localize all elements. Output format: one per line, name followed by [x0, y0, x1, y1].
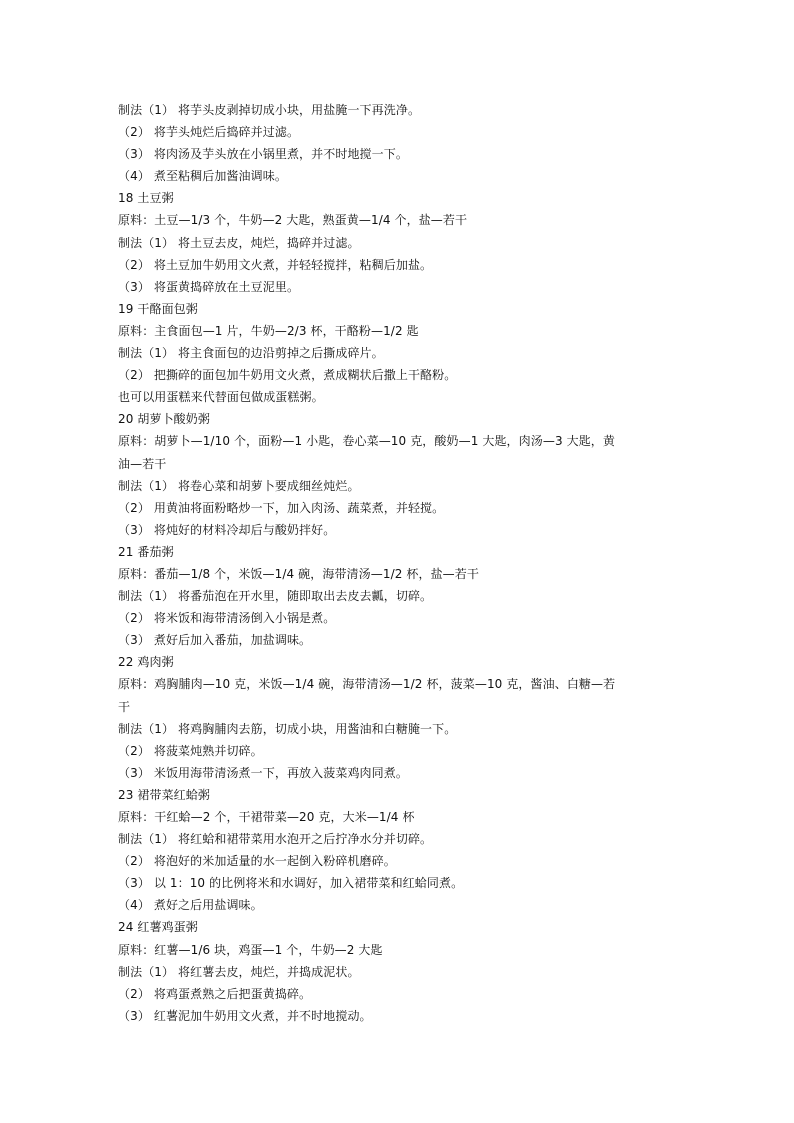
text-line: （3） 米饭用海带清汤煮一下，再放入菠菜鸡肉同煮。	[118, 765, 408, 780]
text-line: 20 胡萝卜酸奶粥	[118, 412, 210, 427]
text-line: 油—若干	[118, 456, 167, 471]
text-line: 也可以用蛋糕来代替面包做成蛋糕粥。	[118, 390, 324, 405]
text-line: 干	[118, 699, 131, 714]
text-line: 原料：红薯—1/6 块，鸡蛋—1 个，牛奶—2 大匙	[118, 942, 383, 957]
text-line: （2） 把撕碎的面包加牛奶用文火煮，煮成糊状后撒上干酪粉。	[118, 368, 457, 383]
text-line: （3） 将蛋黄捣碎放在土豆泥里。	[118, 279, 300, 294]
text-line: （3） 将肉汤及芋头放在小锅里煮，并不时地搅一下。	[118, 147, 408, 162]
text-line: 制法（1） 将番茄泡在开水里，随即取出去皮去瓤，切碎。	[118, 589, 433, 604]
text-line: 制法（1） 将主食面包的边沿剪掉之后撕成碎片。	[118, 346, 384, 361]
text-line: （2） 将菠菜炖熟并切碎。	[118, 743, 263, 758]
text-line: （4） 煮好之后用盐调味。	[118, 898, 263, 913]
text-line: 19 干酪面包粥	[118, 301, 198, 316]
text-line: 23 裙带菜红蛤粥	[118, 787, 210, 802]
text-line: 制法（1） 将红薯去皮，炖烂，并捣成泥状。	[118, 964, 360, 979]
text-line: （2） 将米饭和海带清汤倒入小锅是煮。	[118, 611, 336, 626]
text-line: 原料：干红蛤—2 个，干裙带菜—20 克，大米—1/4 杯	[118, 810, 415, 824]
text-line: （3） 以 1：10 的比例将米和水调好，加入裙带菜和红蛤同煮。	[118, 876, 464, 891]
text-line: 原料：胡萝卜—1/10 个，面粉—1 小匙，卷心菜—10 克，酸奶—1 大匙，肉汤—3 大匙，黄	[118, 434, 615, 449]
text-line: 制法（1） 将红蛤和裙带菜用水泡开之后拧净水分并切碎。	[118, 832, 433, 847]
text-line: 制法（1） 将土豆去皮，炖烂，捣碎并过滤。	[118, 235, 360, 250]
text-line: （3） 煮好后加入番茄，加盐调味。	[118, 633, 312, 648]
text-line: 21 番茄粥	[118, 544, 174, 559]
text-line: 原料：土豆—1/3 个，牛奶—2 大匙，熟蛋黄—1/4 个，盐—若干	[118, 213, 468, 228]
text-line: （3） 红薯泥加牛奶用文火煮，并不时地搅动。	[118, 1008, 372, 1023]
text-line: 24 红薯鸡蛋粥	[118, 920, 198, 935]
text-line: 18 土豆粥	[118, 191, 174, 206]
text-line: （2） 将芋头炖烂后捣碎并过滤。	[118, 125, 300, 140]
text-line: 原料：主食面包—1 片，牛奶—2/3 杯，干酪粉—1/2 匙	[118, 323, 419, 338]
document-page	[118, 99, 688, 1027]
text-line: （2） 将土豆加牛奶用文火煮，并轻轻搅拌，粘稠后加盐。	[118, 257, 433, 272]
text-line: （4） 煮至粘稠后加酱油调味。	[118, 169, 287, 184]
text-line: （2） 将泡好的米加适量的水一起倒入粉碎机磨碎。	[118, 854, 396, 869]
text-line: 制法（1） 将芋头皮剥掉切成小块，用盐腌一下再洗净。	[118, 103, 421, 117]
text-line: （2） 用黄油将面粉略炒一下，加入肉汤、蔬菜煮，并轻搅。	[118, 500, 445, 515]
text-line: （3） 将炖好的材料冷却后与酸奶拌好。	[118, 522, 336, 537]
text-line: 制法（1） 将卷心菜和胡萝卜要成细丝炖烂。	[118, 478, 360, 493]
text-line: 22 鸡肉粥	[118, 655, 174, 670]
text-line: （2） 将鸡蛋煮熟之后把蛋黄捣碎。	[118, 986, 312, 1001]
text-line: 制法（1） 将鸡胸脯肉去筋，切成小块，用酱油和白糖腌一下。	[118, 721, 457, 736]
text-line: 原料：鸡胸脯肉—10 克，米饭—1/4 碗，海带清汤—1/2 杯，菠菜—10 克，酱油、白糖—若	[118, 677, 616, 692]
text-line: 原料：番茄—1/8 个，米饭—1/4 碗，海带清汤—1/2 杯，盐—若干	[118, 566, 479, 581]
